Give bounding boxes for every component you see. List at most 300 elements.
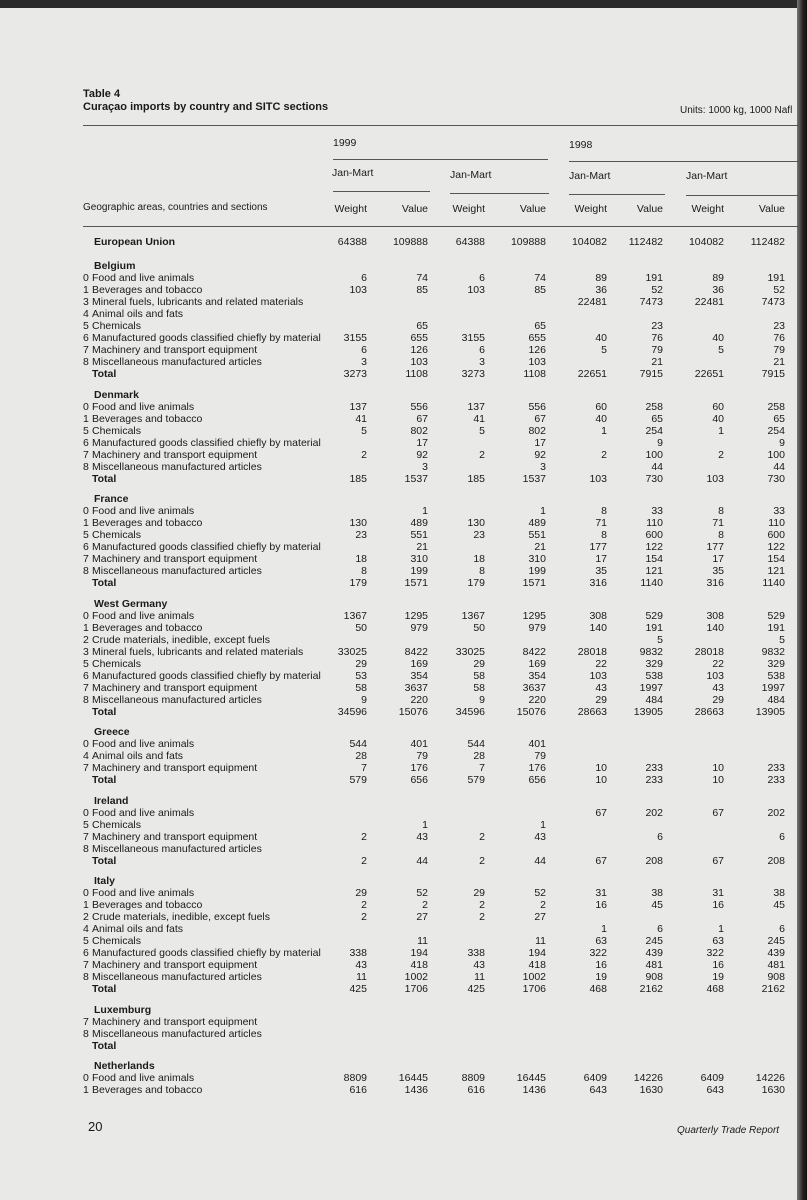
cell-value: 67 [712,854,724,867]
cell-value: 5 [779,633,785,646]
cell-value: 14226 [633,1072,663,1084]
cell-value: 89 [595,272,607,284]
cell-value: 31 [712,887,724,899]
cell-value: 33 [651,505,663,517]
cell-value: 21 [651,356,663,368]
sitc-code: 4 [83,750,89,762]
cell-value: 60 [712,400,724,413]
cell-value: 11 [474,971,485,983]
cell-value: 5 [361,424,367,437]
cell-value: 9 [657,436,663,449]
period-header: Jan-Mart [686,170,728,182]
sitc-code: 5 [83,657,89,670]
publication-name: Quarterly Trade Report [677,1125,780,1136]
cell-value: 27 [416,911,428,923]
cell-value: 44 [773,460,785,473]
column-header-weight: Weight [691,203,724,215]
sitc-code: 7 [83,762,89,774]
cell-value: 169 [410,657,428,670]
cell-value: 52 [773,284,785,296]
cell-value: 29 [355,657,367,670]
sitc-code: 5 [83,818,89,831]
cell-value: 322 [706,947,724,959]
cell-value: 104082 [571,236,607,248]
cell-value: 28663 [694,705,724,718]
cell-value: 484 [767,693,785,706]
sitc-code: 4 [83,923,89,935]
rule [83,125,800,126]
cell-value: 76 [651,332,663,344]
cell-value: 233 [767,774,785,786]
cell-value: 63 [595,935,607,947]
cell-value: 17 [534,436,546,449]
cell-value: 1 [540,818,546,831]
cell-value: 1997 [639,681,663,694]
cell-value: 1997 [761,681,785,694]
cell-value: 802 [410,424,428,437]
cell-value: 233 [645,774,663,786]
cell-value: 130 [349,517,367,529]
sitc-code: 5 [83,935,89,947]
cell-value: 50 [473,621,485,634]
section-label: Animal oils and fats [92,750,184,762]
cell-value: 67 [712,806,724,819]
cell-value: 191 [645,272,663,284]
cell-value: 2 [479,911,485,923]
cell-value: 33025 [455,645,485,658]
cell-value: 140 [706,621,724,634]
cell-value: 6 [361,272,367,284]
cell-value: 8422 [522,645,546,658]
section-label: Beverages and tobacco [92,412,203,425]
cell-value: 655 [528,332,546,344]
cell-value: 154 [767,553,785,565]
cell-value: 65 [651,412,663,425]
cell-value: 7 [361,762,367,774]
cell-value: 979 [528,621,546,634]
cell-value: 3155 [343,332,367,344]
cell-value: 38 [651,887,663,899]
cell-value: 41 [355,412,367,425]
cell-value: 6 [479,272,485,284]
cell-value: 3 [361,356,367,368]
cell-value: 35 [712,565,724,577]
cell-value: 8 [718,505,724,517]
cell-value: 22651 [694,368,724,380]
sitc-code: 7 [83,959,89,971]
cell-value: 1295 [522,609,546,622]
cell-value: 52 [651,284,663,296]
cell-value: 28018 [694,645,724,658]
sitc-code: 8 [83,460,89,473]
cell-value: 44 [534,854,546,867]
cell-value: 354 [528,669,546,682]
cell-value: 8 [718,529,724,541]
cell-value: 122 [767,541,785,553]
cell-value: 556 [410,400,428,413]
section-label: Chemicals [92,935,142,947]
cell-value: 67 [534,412,546,425]
cell-value: 22 [712,657,724,670]
cell-value: 103 [706,669,724,682]
cell-value: 730 [645,472,663,485]
cell-value: 1537 [522,472,546,485]
sitc-code: 1 [83,412,89,425]
cell-value: 103 [706,472,724,485]
cell-value: 538 [767,669,785,682]
cell-value: 76 [773,332,785,344]
cell-value: 481 [767,959,785,971]
cell-value: 16 [595,959,607,971]
section-label: Food and live animals [92,887,195,899]
cell-value: 74 [534,272,546,284]
cell-value: 8809 [461,1072,485,1084]
cell-value: 35 [595,565,607,577]
section-label: Beverages and tobacco [92,621,203,634]
section-label: Machinery and transport equipment [92,830,258,843]
cell-value: 3 [422,460,428,473]
cell-value: 245 [767,935,785,947]
cell-value: 23 [773,320,785,332]
cell-value: 19 [595,971,607,983]
cell-value: 2162 [639,983,663,995]
cell-value: 6 [779,923,785,935]
section-label: Manufactured goods classified chiefly by material [92,947,321,959]
cell-value: 316 [706,577,724,589]
section-label: Machinery and transport equipment [92,344,258,356]
cell-value: 233 [645,762,663,774]
cell-value: 109888 [510,236,546,248]
cell-value: 3273 [343,368,367,380]
cell-value: 2 [540,899,546,911]
cell-value: 50 [355,621,367,634]
cell-value: 1140 [640,577,663,589]
cell-value: 179 [467,577,485,589]
cell-value: 5 [657,633,663,646]
cell-value: 67 [416,412,428,425]
cell-value: 3 [479,356,485,368]
cell-value: 7915 [761,368,785,380]
cell-value: 730 [767,472,785,485]
cell-value: 6 [779,830,785,843]
cell-value: 979 [410,621,428,634]
sitc-code: 0 [83,806,89,819]
units-note: Units: 1000 kg, 1000 Nafl [680,105,793,116]
cell-value: 44 [651,460,663,473]
section-label: Food and live animals [92,738,195,750]
section-label: Miscellaneous manufactured articles [92,842,262,855]
cell-value: 63 [712,935,724,947]
cell-value: 43 [534,830,546,843]
cell-value: 64388 [337,236,367,248]
rule [333,191,430,192]
cell-value: 425 [467,983,485,995]
cell-value: 92 [416,448,428,461]
cell-value: 28663 [577,705,607,718]
cell-value: 544 [349,738,367,750]
total-label: Total [92,472,117,485]
sitc-code: 4 [83,308,89,320]
cell-value: 338 [467,947,485,959]
section-label: Food and live animals [92,505,195,517]
cell-value: 103 [589,472,607,485]
cell-value: 310 [528,553,546,565]
cell-value: 11 [417,935,428,947]
cell-value: 1706 [522,983,546,995]
cell-value: 401 [528,738,546,750]
section-label: Chemicals [92,657,142,670]
cell-value: 109888 [392,236,428,248]
cell-value: 23 [355,529,367,541]
cell-value: 254 [645,424,663,437]
cell-value: 2 [361,830,367,843]
cell-value: 2 [601,448,607,461]
cell-value: 17 [595,553,607,565]
cell-value: 53 [355,669,367,682]
cell-value: 5 [601,344,607,356]
cell-value: 484 [645,693,663,706]
sitc-code: 1 [83,1084,89,1096]
column-header-value: Value [636,203,663,215]
cell-value: 656 [528,774,546,786]
cell-value: 67 [595,854,607,867]
cell-value: 1537 [404,472,428,485]
cell-value: 31 [595,887,607,899]
cell-value: 2 [479,899,485,911]
cell-value: 13905 [633,705,663,718]
cell-value: 34596 [337,705,367,718]
cell-value: 19 [712,971,724,983]
cell-value: 137 [349,400,367,413]
cell-value: 1571 [522,577,546,589]
cell-value: 169 [528,657,546,670]
section-label: Manufactured goods classified chiefly by material [92,541,321,553]
cell-value: 439 [767,947,785,959]
sitc-code: 6 [83,541,89,553]
cell-value: 1367 [343,609,367,622]
cell-value: 9832 [761,645,785,658]
cell-value: 29 [712,693,724,706]
cell-value: 425 [349,983,367,995]
cell-value: 551 [528,529,546,541]
total-label: Total [92,983,117,995]
cell-value: 6409 [583,1072,607,1084]
column-header-weight: Weight [574,203,607,215]
cell-value: 103 [528,356,546,368]
cell-value: 58 [473,669,485,682]
cell-value: 2 [361,854,367,867]
cell-value: 177 [706,541,724,553]
sitc-code: 8 [83,971,89,983]
cell-value: 3637 [404,681,428,694]
country-label: Italy [94,875,116,887]
sitc-code: 0 [83,400,89,413]
cell-value: 15076 [398,705,428,718]
cell-value: 79 [534,750,546,762]
cell-value: 137 [467,400,485,413]
cell-value: 7 [479,762,485,774]
section-label: Machinery and transport equipment [92,1015,258,1028]
cell-value: 1630 [761,1084,785,1096]
cell-value: 11 [535,935,546,947]
sitc-code: 7 [83,344,89,356]
total-label: Total [92,577,117,589]
cell-value: 38 [773,887,785,899]
cell-value: 354 [410,669,428,682]
cell-value: 126 [528,344,546,356]
cell-value: 43 [355,959,367,971]
cell-value: 7915 [639,368,663,380]
cell-value: 1706 [404,983,428,995]
cell-value: 43 [473,959,485,971]
cell-value: 23 [473,529,485,541]
section-label: Animal oils and fats [92,923,184,935]
cell-value: 45 [773,899,785,911]
rule [450,193,549,194]
rule [83,226,800,227]
cell-value: 22 [595,657,607,670]
cell-value: 329 [645,657,663,670]
cell-value: 21 [416,541,428,553]
cell-value: 9 [479,693,485,706]
cell-value: 28 [355,750,367,762]
sitc-code: 0 [83,505,89,517]
cell-value: 126 [410,344,428,356]
cell-value: 110 [646,517,663,529]
cell-value: 176 [410,762,428,774]
cell-value: 5 [479,424,485,437]
total-label: Total [92,705,117,718]
sitc-code: 0 [83,1072,89,1084]
cell-value: 1436 [404,1084,428,1096]
total-label: Total [92,1039,117,1052]
cell-value: 2 [361,899,367,911]
section-label: Beverages and tobacco [92,517,203,529]
cell-value: 908 [767,971,785,983]
cell-value: 468 [589,983,607,995]
cell-value: 15076 [516,705,546,718]
sitc-code: 6 [83,332,89,344]
cell-value: 121 [645,565,663,577]
sitc-code: 6 [83,436,89,449]
section-label: Miscellaneous manufactured articles [92,693,262,706]
sitc-code: 0 [83,272,89,284]
cell-value: 140 [589,621,607,634]
cell-value: 17 [712,553,724,565]
cell-value: 10 [595,762,607,774]
section-label: Beverages and tobacco [92,1084,203,1096]
cell-value: 185 [467,472,485,485]
cell-value: 643 [706,1084,724,1096]
sitc-code: 7 [83,830,89,843]
cell-value: 2162 [761,983,785,995]
cell-value: 1630 [639,1084,663,1096]
cell-value: 2 [422,899,428,911]
cell-value: 16 [595,899,607,911]
cell-value: 468 [706,983,724,995]
cell-value: 245 [645,935,663,947]
year-1999: 1999 [333,137,357,149]
section-label: Chemicals [92,424,142,437]
sitc-code: 3 [83,645,89,658]
cell-value: 104082 [688,236,724,248]
cell-value: 489 [410,517,428,529]
period-header: Jan-Mart [450,169,492,181]
cell-value: 22481 [694,296,724,308]
column-header-value: Value [758,203,785,215]
cell-value: 43 [595,681,607,694]
cell-value: 41 [473,412,485,425]
cell-value: 481 [645,959,663,971]
column-header-weight: Weight [452,203,485,215]
cell-value: 1436 [522,1084,546,1096]
cell-value: 64388 [455,236,485,248]
total-label: Total [92,774,117,786]
cell-value: 6 [479,344,485,356]
cell-value: 60 [595,400,607,413]
cell-value: 191 [767,621,785,634]
cell-value: 2 [361,911,367,923]
cell-value: 11 [356,971,367,983]
cell-value: 103 [349,284,367,296]
cell-value: 8 [601,529,607,541]
cell-value: 29 [355,887,367,899]
cell-value: 208 [645,854,663,867]
sitc-code: 8 [83,565,89,577]
page-binding [797,0,807,1200]
page-number: 20 [88,1119,103,1134]
cell-value: 28 [473,750,485,762]
cell-value: 1140 [762,577,785,589]
sitc-code: 0 [83,609,89,622]
cell-value: 1002 [404,971,428,983]
country-label: Greece [94,726,130,738]
section-label: Crude materials, inedible, except fuels [92,911,271,923]
section-label: Manufactured goods classified chiefly by material [92,669,321,682]
column-header-value: Value [519,203,546,215]
cell-value: 9832 [639,645,663,658]
cell-value: 18 [473,553,485,565]
sitc-code: 2 [83,911,89,923]
cell-value: 44 [416,854,428,867]
cell-value: 600 [645,529,663,541]
cell-value: 27 [534,911,546,923]
cell-value: 100 [767,448,785,461]
section-label: Machinery and transport equipment [92,448,258,461]
cell-value: 1571 [404,577,428,589]
cell-value: 1 [601,424,607,437]
cell-value: 9 [779,436,785,449]
cell-value: 92 [534,448,546,461]
sitc-code: 8 [83,693,89,706]
cell-value: 1 [422,818,428,831]
cell-value: 185 [349,472,367,485]
cell-value: 71 [712,517,724,529]
cell-value: 579 [349,774,367,786]
cell-value: 16445 [516,1072,546,1084]
cell-value: 79 [416,750,428,762]
cell-value: 3273 [461,368,485,380]
rule [569,161,800,162]
cell-value: 23 [651,320,663,332]
cell-value: 529 [767,609,785,622]
cell-value: 85 [416,284,428,296]
sitc-code: 5 [83,424,89,437]
cell-value: 130 [467,517,485,529]
section-label: Beverages and tobacco [92,284,203,296]
region-label: European Union [94,236,176,248]
cell-value: 1367 [461,609,485,622]
